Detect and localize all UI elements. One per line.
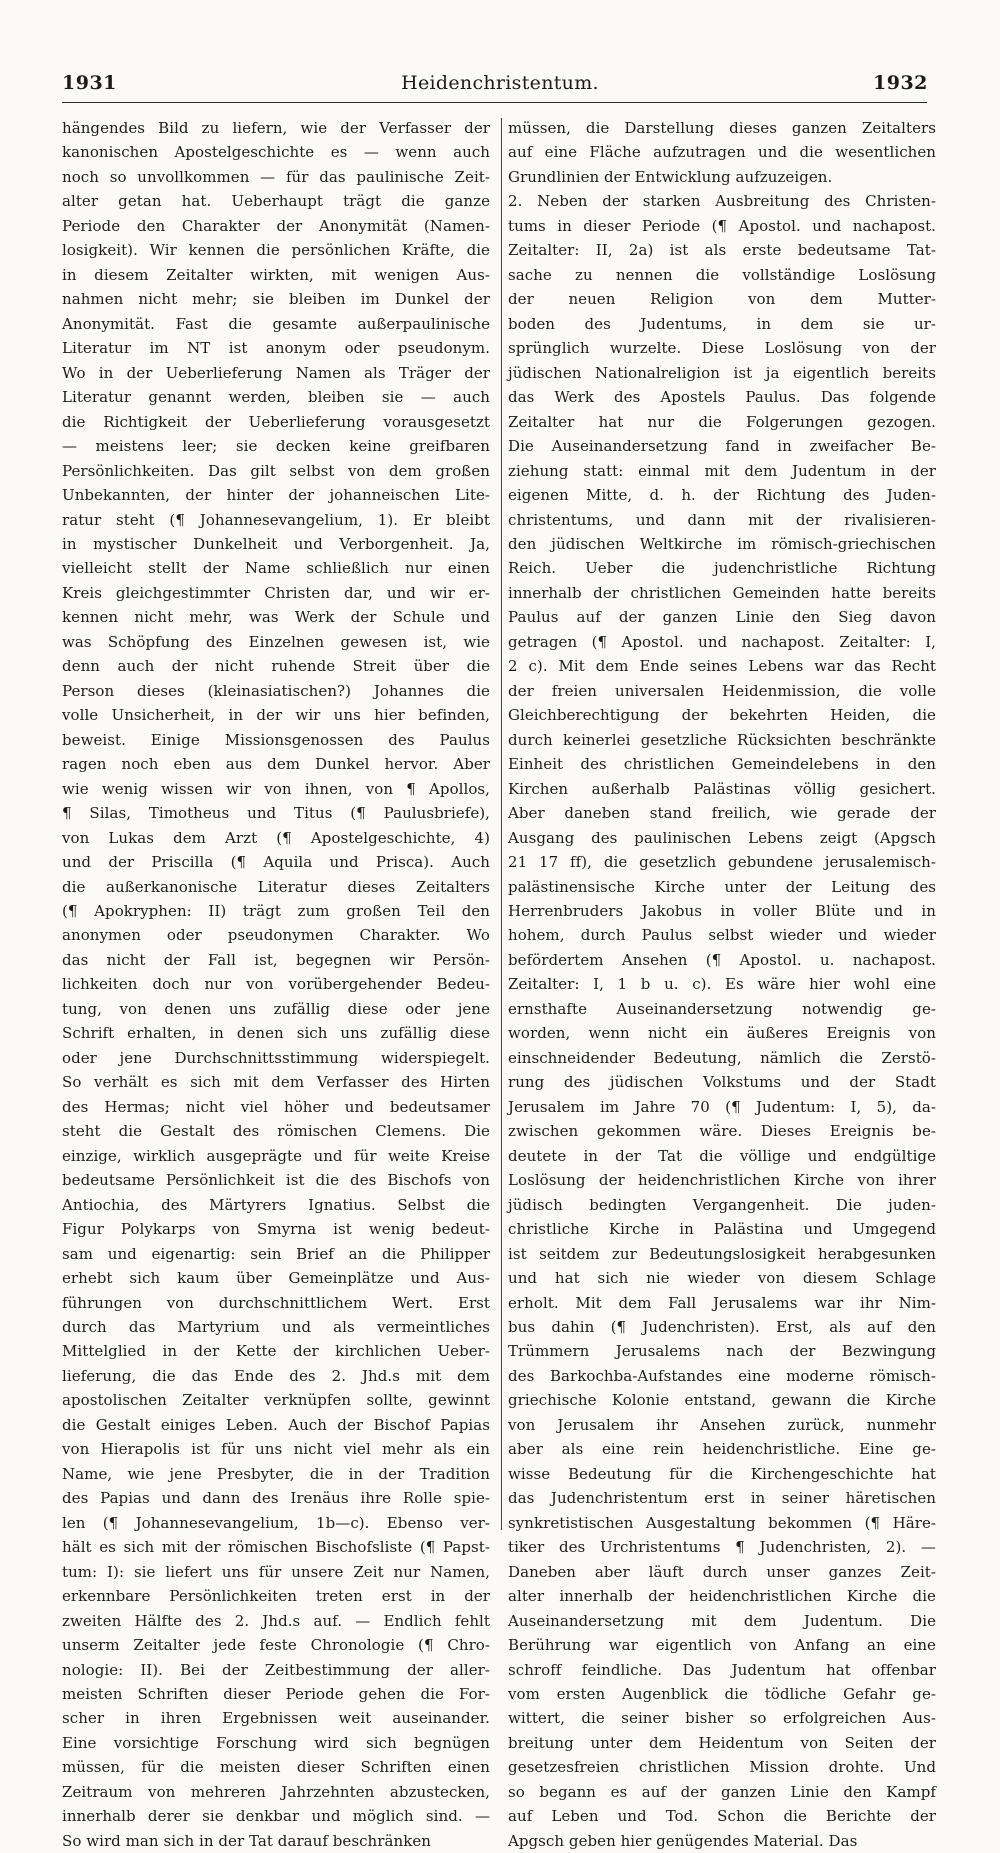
text-line: Mittelglied in der Kette der kirchlichen Ueber- xyxy=(62,1342,490,1361)
text-line: Die Auseinandersetzung fand in zweifacher Be- xyxy=(508,437,936,456)
text-line: griechische Kolonie entstand, gewann die Kirche xyxy=(508,1391,936,1410)
text-line: Gleichberechtigung der bekehrten Heiden, die xyxy=(508,706,936,725)
text-line: das Judenchristentum erst in seiner häretischen xyxy=(508,1489,936,1508)
text-line: Wo in der Ueberlieferung Namen als Träger der xyxy=(62,363,490,382)
text-line: von Hierapolis ist für uns nicht viel mehr als ein xyxy=(62,1440,490,1459)
text-line: wisse Bedeutung für die Kirchengeschichte hat xyxy=(508,1464,936,1483)
text-line: einzige, wirklich ausgeprägte und für weite Kreise xyxy=(62,1146,490,1165)
text-line: ragen noch eben aus dem Dunkel hervor. Aber xyxy=(62,755,490,774)
text-line: erholt. Mit dem Fall Jerusalems war ihr Nim- xyxy=(508,1293,936,1312)
text-line: Daneben aber läuft durch unser ganzes Zeit- xyxy=(508,1562,936,1581)
text-line: Unbekannten, der hinter der johanneischen Lite- xyxy=(62,486,490,505)
text-line: worden, wenn nicht ein äußeres Ereignis von xyxy=(508,1024,936,1043)
text-line: der neuen Religion von dem Mutter- xyxy=(508,290,936,309)
column-divider xyxy=(501,118,502,1530)
text-line: boden des Judentums, in dem sie ur- xyxy=(508,314,936,333)
text-line: von Lukas dem Arzt (¶ Apostelgeschichte, 4) xyxy=(62,828,490,847)
text-line: durch keinerlei gesetzliche Rücksichten beschränkte xyxy=(508,730,936,749)
text-line: eigenen Mitte, d. h. der Richtung des Juden- xyxy=(508,486,936,505)
text-line: gesetzesfreien christlichen Mission drohte. Und xyxy=(508,1758,936,1777)
text-line: der freien universalen Heidenmission, die volle xyxy=(508,681,936,700)
text-line: Periode den Charakter der Anonymität (Namen- xyxy=(62,216,490,235)
text-line: zwischen gekommen wäre. Dieses Ereignis be- xyxy=(508,1122,936,1141)
text-line: anonymen oder pseudonymen Charakter. Wo xyxy=(62,926,490,945)
text-line: 2 c). Mit dem Ende seines Lebens war das Recht xyxy=(508,657,936,676)
text-line: Schrift erhalten, in denen sich uns zufällig diese xyxy=(62,1024,490,1043)
text-line: tung, von denen uns zufällig diese oder jene xyxy=(62,999,490,1018)
text-line: Zeitalter: I, 1 b u. c). Es wäre hier wohl eine xyxy=(508,975,936,994)
text-line: in mystischer Dunkelheit und Verborgenheit. Ja, xyxy=(62,534,490,553)
text-line: innerhalb der christlichen Gemeinden hatte bereits xyxy=(508,583,936,602)
header-rule xyxy=(62,102,927,103)
text-line: christliche Kirche in Palästina und Umgegend xyxy=(508,1220,936,1239)
running-head: Heidenchristentum. xyxy=(401,72,599,94)
text-line: synkretistischen Ausgestaltung bekommen (¶ Häre- xyxy=(508,1513,936,1532)
text-line: Loslösung der heidenchristlichen Kirche von ihrer xyxy=(508,1171,936,1190)
text-line: Kreis gleichgestimmter Christen dar, und wir er- xyxy=(62,583,490,602)
text-line: Trümmern Jerusalems nach der Bezwingung xyxy=(508,1342,936,1361)
text-line: müssen, für die meisten dieser Schriften einen xyxy=(62,1758,490,1777)
text-line: kennen nicht mehr, was Werk der Schule und xyxy=(62,608,490,627)
text-line: Reich. Ueber die judenchristliche Richtung xyxy=(508,559,936,578)
text-line: sam und eigenartig: sein Brief an die Philipper xyxy=(62,1244,490,1263)
text-line: nologie: II). Bei der Zeitbestimmung der aller- xyxy=(62,1660,490,1679)
page-number-left: 1931 xyxy=(62,72,117,94)
text-line: ¶ Silas, Timotheus und Titus (¶ Paulusbriefe), xyxy=(62,804,490,823)
text-line: jüdisch bedingten Vergangenheit. Die juden- xyxy=(508,1195,936,1214)
text-line: die Richtigkeit der Ueberlieferung vorausgesetzt xyxy=(62,412,490,431)
text-line: und hat sich nie wieder von diesem Schlage xyxy=(508,1269,936,1288)
text-line: Auseinandersetzung mit dem Judentum. Die xyxy=(508,1611,936,1630)
text-line: Anonymität. Fast die gesamte außerpaulinische xyxy=(62,314,490,333)
text-line: hängendes Bild zu liefern, wie der Verfasser der xyxy=(62,119,490,137)
text-line: kanonischen Apostelgeschichte es — wenn auch xyxy=(62,143,490,162)
text-line: Name, wie jene Presbyter, die in der Tradition xyxy=(62,1464,490,1483)
text-line: — meistens leer; sie decken keine greifbaren xyxy=(62,437,490,456)
text-line: wie wenig wissen wir von ihnen, von ¶ Apollos, xyxy=(62,779,490,798)
text-line: von Jerusalem ihr Ansehen zurück, nunmehr xyxy=(508,1415,936,1434)
text-column-right xyxy=(508,116,936,1853)
text-line: denn auch der nicht ruhende Streit über die xyxy=(62,657,490,676)
text-line: Literatur genannt werden, bleiben sie — auch xyxy=(62,388,490,407)
text-line: des Hermas; nicht viel höher und bedeutsamer xyxy=(62,1097,490,1116)
text-line: meisten Schriften dieser Periode gehen die For- xyxy=(62,1685,490,1703)
text-line: nahmen nicht mehr; sie bleiben im Dunkel der xyxy=(62,290,490,309)
text-line: Jerusalem im Jahre 70 (¶ Judentum: I, 5), da- xyxy=(508,1097,936,1116)
text-line: Apgsch geben hier genügendes Material. Das xyxy=(508,1831,858,1850)
text-line: die außerkanonische Literatur dieses Zeitalters xyxy=(62,877,490,896)
text-line: (¶ Apokryphen: II) trägt zum großen Teil den xyxy=(62,902,490,920)
text-line: noch so unvollkommen — für das paulinische Zeit- xyxy=(62,167,490,186)
text-column-left xyxy=(62,116,490,1853)
text-line: aber als eine rein heidenchristliche. Eine ge- xyxy=(508,1440,936,1459)
text-line: sache zu nennen die vollständige Loslösung xyxy=(508,265,936,284)
text-line: vom ersten Augenblick die tödliche Gefahr ge- xyxy=(508,1685,936,1703)
text-line: so begann es auf der ganzen Linie den Kampf xyxy=(508,1782,936,1801)
text-line: len (¶ Johannesevangelium, 1b—c). Ebenso ver- xyxy=(62,1513,490,1532)
text-line: den jüdischen Weltkirche im römisch-griechischen xyxy=(508,534,936,553)
text-line: scher in ihren Ergebnissen weit auseinander. xyxy=(62,1709,490,1728)
text-line: ziehung statt: einmal mit dem Judentum in der xyxy=(508,461,936,480)
text-line: Literatur im NT ist anonym oder pseudonym. xyxy=(62,339,490,358)
text-line: Persönlichkeiten. Das gilt selbst von dem großen xyxy=(62,461,490,480)
text-line: lichkeiten doch nur von vorübergehender Bedeu- xyxy=(62,975,490,994)
text-line: oder jene Durchschnittsstimmung widerspiegelt. xyxy=(62,1048,490,1067)
text-line: innerhalb derer sie denkbar und möglich sind. — xyxy=(62,1807,490,1826)
text-line: die Gestalt einiges Leben. Auch der Bischof Papias xyxy=(62,1415,490,1434)
text-line: bus dahin (¶ Judenchristen). Erst, als auf den xyxy=(508,1317,936,1336)
text-line: hält es sich mit der römischen Bischofsliste (¶ Papst- xyxy=(62,1538,490,1557)
text-line: alter innerhalb der heidenchristlichen Kirche die xyxy=(508,1587,936,1606)
text-line: Kirchen außerhalb Palästinas völlig gesichert. xyxy=(508,779,936,798)
text-line: des Barkochba-Aufstandes eine moderne römisch- xyxy=(508,1366,936,1385)
text-line: des Papias und dann des Irenäus ihre Rolle spie- xyxy=(62,1489,490,1508)
text-line: führungen von durchschnittlichem Wert. Erst xyxy=(62,1293,490,1312)
text-line: Berührung war eigentlich von Anfang an eine xyxy=(508,1636,936,1655)
text-line: das Werk des Apostels Paulus. Das folgende xyxy=(508,388,936,407)
text-line: tums in dieser Periode (¶ Apostol. und nachapost. xyxy=(508,216,936,235)
text-line: Zeitalter: II, 2a) ist als erste bedeutsame Tat- xyxy=(508,241,936,260)
text-line: müssen, die Darstellung dieses ganzen Zeitalters xyxy=(508,119,936,137)
text-line: erkennbare Persönlichkeiten treten erst in der xyxy=(62,1587,490,1606)
text-line: christentums, und dann mit der rivalisieren- xyxy=(508,510,936,529)
text-line: Ausgang des paulinischen Lebens zeigt (Apgsch xyxy=(508,828,936,847)
text-line: Zeitraum von mehreren Jahrzehnten abzustecken, xyxy=(62,1782,490,1801)
text-line: 21 17 ff), die gesetzlich gebundene jerusalemisch- xyxy=(508,853,936,872)
text-line: und der Priscilla (¶ Aquila und Prisca). Auch xyxy=(62,853,490,872)
text-line: So wird man sich in der Tat darauf beschränken xyxy=(62,1831,431,1850)
text-line: Herrenbruders Jakobus in voller Blüte und in xyxy=(508,902,936,920)
text-line: was Schöpfung des Einzelnen gewesen ist, wie xyxy=(62,632,490,651)
text-line: Grundlinien der Entwicklung aufzuzeigen. xyxy=(508,167,833,186)
text-line: Aber daneben stand freilich, wie gerade der xyxy=(508,804,936,823)
text-line: getragen (¶ Apostol. und nachapost. Zeitalter: I, xyxy=(508,632,936,651)
text-line: auf eine Fläche aufzutragen und die wesentlichen xyxy=(508,143,936,162)
text-line: Antiochia, des Märtyrers Ignatius. Selbst die xyxy=(62,1195,490,1214)
text-line: wittert, die seiner bisher so erfolgreichen Aus- xyxy=(508,1709,936,1728)
text-line: volle Unsicherheit, in der wir uns hier befinden, xyxy=(62,706,490,725)
text-line: deutete in der Tat die völlige und endgültige xyxy=(508,1146,936,1165)
page-number-right: 1932 xyxy=(873,72,928,94)
text-line: bedeutsame Persönlichkeit ist die des Bischofs von xyxy=(62,1171,490,1190)
text-line: sprünglich wurzelte. Diese Loslösung von der xyxy=(508,339,936,358)
text-line: Paulus auf der ganzen Linie den Sieg davon xyxy=(508,608,936,627)
text-line: in diesem Zeitalter wirkten, mit wenigen Aus- xyxy=(62,265,490,284)
text-line: losigkeit). Wir kennen die persönlichen Kräfte, die xyxy=(62,241,490,260)
text-line: Zeitalter hat nur die Folgerungen gezogen. xyxy=(508,412,936,431)
text-line: palästinensische Kirche unter der Leitung des xyxy=(508,877,936,896)
text-line: apostolischen Zeitalter verknüpfen sollte, gewinnt xyxy=(62,1391,490,1410)
text-line: rung des jüdischen Volkstums und der Stadt xyxy=(508,1073,936,1092)
text-line: tum: I): sie liefert uns für unsere Zeit nur Namen, xyxy=(62,1562,490,1581)
text-line: 2. Neben der starken Ausbreitung des Christen- xyxy=(508,192,936,211)
text-line: alter getan hat. Ueberhaupt trägt die ganze xyxy=(62,192,490,211)
text-line: vielleicht stellt der Name schließlich nur einen xyxy=(62,559,490,578)
text-line: hohem, durch Paulus selbst wieder und wieder xyxy=(508,926,936,945)
text-line: steht die Gestalt des römischen Clemens. Die xyxy=(62,1122,490,1141)
text-line: Eine vorsichtige Forschung wird sich begnügen xyxy=(62,1733,490,1752)
text-line: Person dieses (kleinasiatischen?) Johannes die xyxy=(62,681,490,700)
text-line: beweist. Einige Missionsgenossen des Paulus xyxy=(62,730,490,749)
text-line: einschneidender Bedeutung, nämlich die Zerstö- xyxy=(508,1048,936,1067)
text-line: durch das Martyrium und als vermeintliches xyxy=(62,1317,490,1336)
text-line: unserm Zeitalter jede feste Chronologie (¶ Chro- xyxy=(62,1636,490,1655)
text-line: lieferung, die das Ende des 2. Jhd.s mit dem xyxy=(62,1366,490,1385)
text-line: ratur steht (¶ Johannesevangelium, 1). Er bleibt xyxy=(62,510,490,529)
text-line: ist seitdem zur Bedeutungslosigkeit herabgesunken xyxy=(508,1244,936,1263)
text-line: So verhält es sich mit dem Verfasser des Hirten xyxy=(62,1073,490,1092)
text-line: auf Leben und Tod. Schon die Berichte der xyxy=(508,1807,936,1826)
text-line: befördertem Ansehen (¶ Apostol. u. nachapost. xyxy=(508,950,936,969)
text-line: tiker des Urchristentums ¶ Judenchristen, 2). — xyxy=(508,1538,936,1557)
text-line: schroff feindliche. Das Judentum hat offenbar xyxy=(508,1660,936,1679)
text-line: zweiten Hälfte des 2. Jhd.s auf. — Endlich fehlt xyxy=(62,1611,490,1630)
text-line: breitung unter dem Heidentum von Seiten der xyxy=(508,1733,936,1752)
text-line: ernsthafte Auseinandersetzung notwendig ge- xyxy=(508,999,936,1018)
text-line: jüdischen Nationalreligion ist ja eigentlich bereits xyxy=(508,363,936,382)
text-line: Figur Polykarps von Smyrna ist wenig bedeut- xyxy=(62,1220,490,1239)
text-line: das nicht der Fall ist, begegnen wir Persön- xyxy=(62,950,490,969)
text-line: erhebt sich kaum über Gemeinplätze und Aus- xyxy=(62,1269,490,1288)
text-line: Einheit des christlichen Gemeindelebens in den xyxy=(508,755,936,774)
